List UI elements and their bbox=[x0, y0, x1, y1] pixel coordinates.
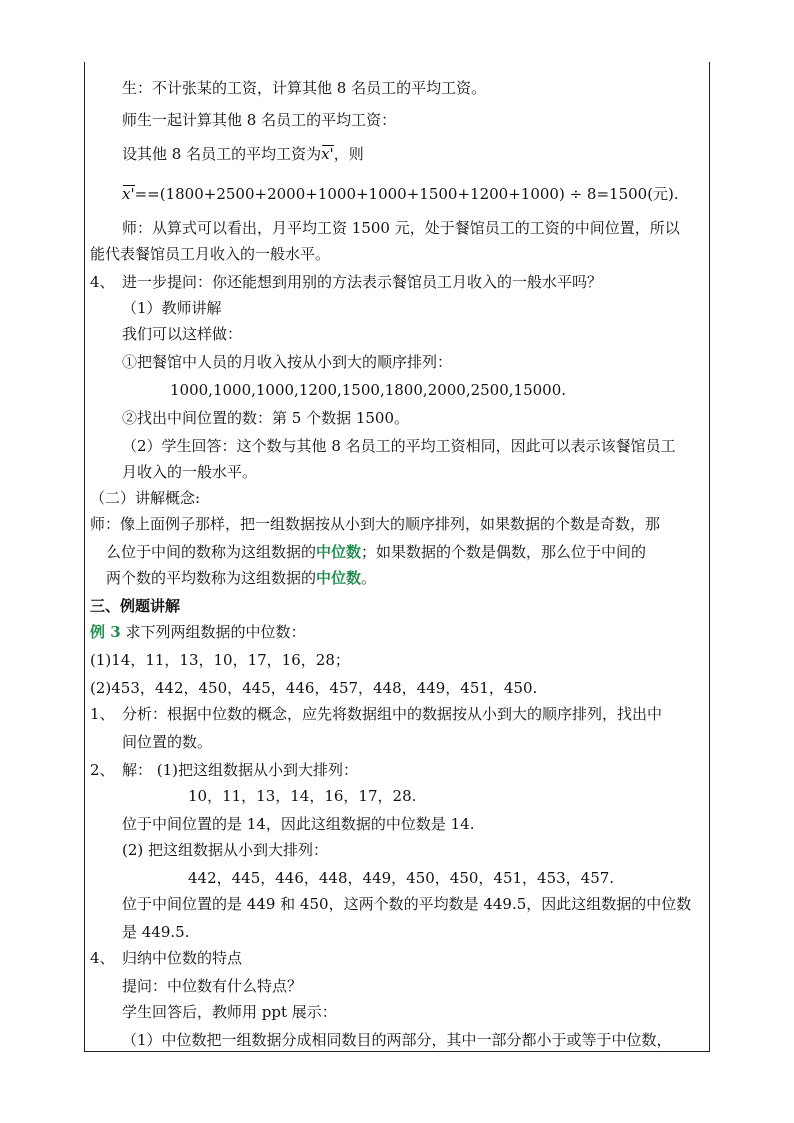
text-span: ，则 bbox=[333, 145, 364, 163]
text-line: 我们可以这样做： bbox=[122, 325, 243, 343]
example-label: 例 3 bbox=[90, 623, 121, 641]
text-line: 分析：根据中位数的概念，应先将数据组中的数据按从小到大的顺序排列，找出中 bbox=[122, 705, 663, 723]
data-list: 442，445，446，448，449，450，450，451，453，457. bbox=[188, 869, 615, 887]
text-line: (2) 把这组数据从小到大排列： bbox=[122, 841, 329, 859]
item-number: 4、 bbox=[90, 949, 115, 967]
data-list: 1000,1000,1000,1200,1500,1800,2000,2500,15000. bbox=[170, 381, 567, 399]
text-line: （1）教师讲解 bbox=[122, 299, 222, 317]
text-line: 位于中间位置的是 14，因此这组数据的中位数是 14. bbox=[122, 815, 475, 833]
section-heading: 三、例题讲解 bbox=[90, 597, 181, 615]
text-line: 师：从算式可以看出，月平均工资 1500 元，处于餐馆员工的工资的中间位置，所以 bbox=[122, 219, 680, 237]
item-number: 4、 bbox=[90, 273, 115, 291]
text-line: ①把餐馆中人员的月收入按从小到大的顺序排列： bbox=[122, 353, 453, 371]
text-line: ②找出中间位置的数：第 5 个数据 1500。 bbox=[122, 409, 410, 427]
text-line: 能代表餐馆员工月收入的一般水平。 bbox=[90, 245, 331, 263]
text-line: 生：不计张某的工资，计算其他 8 名员工的平均工资。 bbox=[122, 79, 487, 97]
text-line: 师：像上面例子那样，把一组数据按从小到大的顺序排列，如果数据的个数是奇数，那 bbox=[90, 515, 661, 533]
x-bar-symbol: x' bbox=[122, 185, 135, 203]
text-line bbox=[106, 542, 646, 562]
text-line: （2）学生回答：这个数与其他 8 名员工的平均工资相同，因此可以表示该餐馆员工 bbox=[122, 437, 676, 455]
term-highlight: 中位数 bbox=[316, 569, 362, 587]
data-list: 10，11，13，14，16，17，28. bbox=[188, 787, 417, 805]
item-number: 2、 bbox=[90, 761, 115, 779]
text-span: 么位于中间的数称为这组数据的 bbox=[106, 543, 317, 561]
formula-text: ==(1800+2500+2000+1000+1000+1500+1200+1000) ÷ 8=1500(元). bbox=[134, 185, 679, 203]
text-line: 间位置的数。 bbox=[122, 733, 213, 751]
text-span: 设其他 8 名员工的平均工资为 bbox=[122, 145, 322, 163]
text-line: 月收入的一般水平。 bbox=[122, 463, 258, 481]
term-highlight: 中位数 bbox=[316, 543, 362, 561]
section-heading: （二）讲解概念: bbox=[90, 489, 201, 507]
text-line: 解： (1)把这组数据从小到大排列： bbox=[122, 761, 359, 779]
text-span: 。 bbox=[361, 569, 377, 587]
text-span: ；如果数据的个数是偶数，那么位于中间的 bbox=[361, 543, 647, 561]
text-line: 位于中间位置的是 449 和 450，这两个数的平均数是 449.5，因此这组数据的中位数 bbox=[122, 895, 692, 913]
text-span: 求下列两组数据的中位数： bbox=[120, 623, 306, 641]
text-line bbox=[106, 568, 376, 588]
formula-line bbox=[122, 184, 679, 204]
x-bar-symbol: x' bbox=[321, 145, 334, 163]
text-line: 进一步提问：你还能想到用别的方法表示餐馆员工月收入的一般水平吗？ bbox=[122, 273, 603, 291]
text-line: 是 449.5. bbox=[122, 923, 190, 941]
text-line: 学生回答后，教师用 ppt 展示： bbox=[122, 1003, 337, 1021]
text-line: (1)14，11，13，10，17，16，28； bbox=[90, 651, 350, 669]
text-line: （1）中位数把一组数据分成相同数目的两部分，其中一部分都小于或等于中位数， bbox=[122, 1031, 672, 1049]
text-line: 提问：中位数有什么特点？ bbox=[122, 977, 303, 995]
text-line: 师生一起计算其他 8 名员工的平均工资： bbox=[122, 111, 397, 129]
text-line: (2)453，442，450，445，446，457，448，449，451，450. bbox=[90, 679, 538, 697]
text-line: 归纳中位数的特点 bbox=[122, 949, 243, 967]
item-number: 1、 bbox=[90, 705, 115, 723]
text-line bbox=[122, 144, 364, 164]
text-span: 两个数的平均数称为这组数据的 bbox=[106, 569, 317, 587]
example-title bbox=[90, 622, 305, 642]
